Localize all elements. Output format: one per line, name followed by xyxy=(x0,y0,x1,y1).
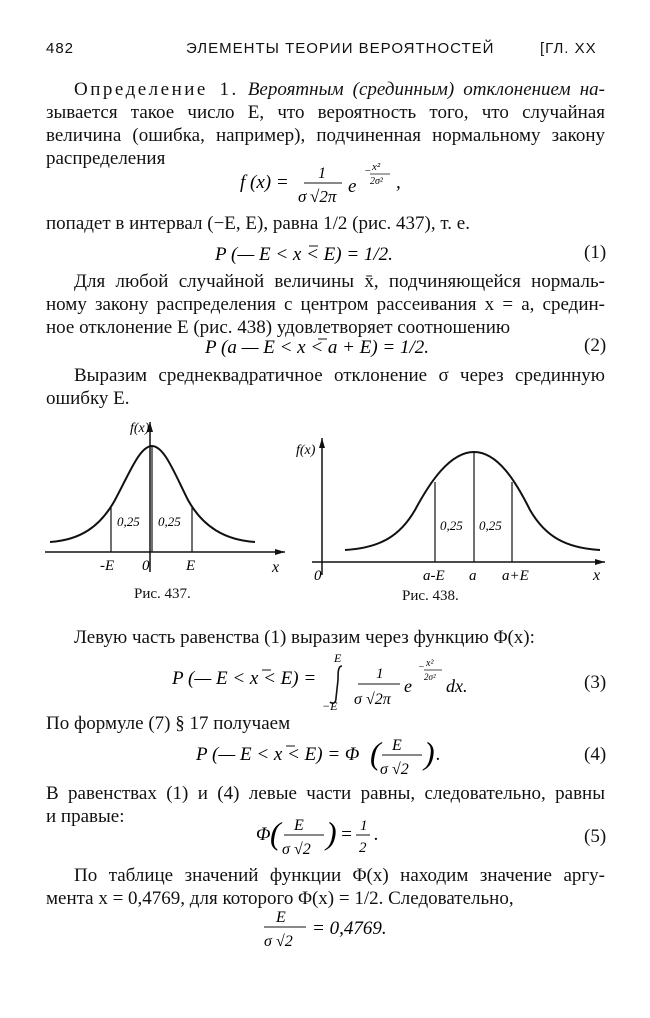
fig437-x-label: x xyxy=(272,559,280,576)
fig438-area-right: 0,25 xyxy=(479,518,502,533)
equation-3-number: (3) xyxy=(584,672,607,693)
svg-text:x²: x² xyxy=(426,658,434,669)
svg-text:1: 1 xyxy=(318,165,326,182)
svg-text:√2: √2 xyxy=(294,841,311,858)
fig437-area-left: 0,25 xyxy=(117,514,140,529)
svg-text:(— E < x < E) =: (— E < x < E) = xyxy=(188,668,317,689)
paragraph-formula-ref: По формуле (7) § 17 получаем xyxy=(46,713,291,734)
figure-437 xyxy=(40,412,290,582)
svg-text:x²: x² xyxy=(372,161,381,173)
fig438-origin: 0 xyxy=(314,568,322,584)
svg-text:√2: √2 xyxy=(392,761,409,778)
svg-text:E: E xyxy=(334,651,342,665)
svg-text:σ: σ xyxy=(264,933,272,950)
paragraph-express xyxy=(46,364,605,410)
svg-text:P: P xyxy=(196,744,208,765)
paragraph-left-part: Левую часть равенства (1) выразим через функцию Φ(x): xyxy=(74,627,535,648)
paragraph-table-line-1: По таблице значений функции Φ(x) находим значение аргу- xyxy=(74,865,605,886)
fig438-x-arrow xyxy=(595,559,605,565)
svg-text:σ: σ xyxy=(380,761,388,778)
svg-text:(a — E < x < a + E) = 1/2.: (a — E < x < a + E) = 1/2. xyxy=(221,337,430,358)
fig438-tick-a-plus-e: a+E xyxy=(502,568,529,584)
formula-density-svg xyxy=(240,160,430,206)
equation-5-number: (5) xyxy=(584,826,607,847)
paragraph-interval: попадет в интервал (−E, E), равна 1/2 (рис. 437), т. е. xyxy=(46,213,470,234)
equation-4-number: (4) xyxy=(584,744,607,765)
svg-text:): ) xyxy=(326,815,337,851)
fig437-tick-zero: 0 xyxy=(142,558,150,574)
paragraph-equalities-line-1: В равенствах (1) и (4) левые части равны, следовательно, равны xyxy=(46,783,605,804)
svg-text:,: , xyxy=(396,172,401,193)
svg-text:−E: −E xyxy=(322,699,338,712)
svg-text:1: 1 xyxy=(376,666,384,682)
svg-text:1: 1 xyxy=(360,818,368,834)
definition-label: Определение 1. xyxy=(74,79,239,100)
fig438-x-label: x xyxy=(593,567,601,584)
definition-term: Вероятным (срединным) отклонением на- xyxy=(247,79,605,100)
fig438-curve xyxy=(345,452,600,550)
svg-text:2σ²: 2σ² xyxy=(370,176,383,187)
paragraph-express-line-2: ошибку E. xyxy=(46,388,130,409)
fig437-y-label: f(x) xyxy=(130,421,150,436)
fig438-tick-a: a xyxy=(469,568,477,584)
formula-density xyxy=(240,160,430,212)
definition-line-4: распределения xyxy=(46,148,166,169)
svg-text:dx.: dx. xyxy=(446,676,468,696)
definition-block xyxy=(46,78,605,170)
chapter-label: [ГЛ. XX xyxy=(540,40,597,57)
svg-text:√2π: √2π xyxy=(366,691,391,708)
svg-text:(— E < x < E) = 1/2.: (— E < x < E) = 1/2. xyxy=(231,244,393,265)
svg-text:σ: σ xyxy=(354,691,362,708)
equation-2-svg xyxy=(205,333,465,363)
equation-6 xyxy=(262,904,412,960)
svg-text:Φ: Φ xyxy=(256,824,271,845)
svg-text:E: E xyxy=(276,909,286,926)
paragraph-center-line-2: ному закону распределения с центром рассеивания x = a, средин- xyxy=(46,294,605,315)
svg-text:P: P xyxy=(215,244,227,265)
svg-text:f (x) =: f (x) = xyxy=(240,172,289,193)
equation-5-svg xyxy=(256,812,406,862)
svg-text:√2: √2 xyxy=(276,933,293,950)
paragraph-express-line-1: Выразим среднеквадратичное отклонение σ через срединную xyxy=(74,365,605,386)
fig438-caption: Рис. 438. xyxy=(402,588,459,604)
page-number: 482 xyxy=(46,40,75,57)
svg-text:σ: σ xyxy=(298,187,307,206)
equation-1-number: (1) xyxy=(584,242,607,263)
fig437-caption: Рис. 437. xyxy=(134,586,191,602)
svg-text:(— E < x < E) = Φ: (— E < x < E) = Φ xyxy=(212,744,360,765)
svg-text:−: − xyxy=(418,662,425,673)
paragraph-equalities-line-2: и правые: xyxy=(46,806,125,827)
definition-line-2: зывается такое число E, что вероятность того, что случайная xyxy=(46,102,605,123)
svg-text:.: . xyxy=(436,744,441,765)
svg-text:P: P xyxy=(205,337,217,358)
svg-text:2σ²: 2σ² xyxy=(424,672,436,682)
paragraph-center-line-1: Для любой случайной величины x̄, подчиняющейся нормаль- xyxy=(74,271,605,292)
svg-text:= 0,4769.: = 0,4769. xyxy=(312,918,387,939)
fig437-x-arrow xyxy=(275,549,285,555)
equation-4 xyxy=(196,732,466,788)
definition-line-1 xyxy=(46,78,605,101)
svg-text:√2π: √2π xyxy=(310,187,337,206)
fig438-tick-a-minus-e: a-E xyxy=(423,568,445,584)
svg-text:E: E xyxy=(294,817,304,834)
svg-text:P: P xyxy=(172,668,184,689)
equation-4-svg xyxy=(196,732,466,782)
svg-text:2: 2 xyxy=(359,840,367,856)
svg-text:−: − xyxy=(364,165,372,177)
equation-6-svg xyxy=(262,904,412,954)
fig438-y-label: f(x) xyxy=(296,443,316,458)
definition-line-3: величина (ошибка, например), подчиненная нормальному закону xyxy=(46,125,605,146)
equation-3-svg xyxy=(172,650,492,712)
paragraph-center xyxy=(46,270,605,339)
fig437-tick-plus-e: E xyxy=(186,558,196,574)
svg-text:): ) xyxy=(424,735,435,771)
fig437-area-right: 0,25 xyxy=(158,514,181,529)
fig438-y-arrow xyxy=(319,438,325,448)
svg-text:.: . xyxy=(374,824,379,845)
svg-text:=: = xyxy=(340,824,353,845)
equation-3 xyxy=(172,650,492,718)
svg-text:σ: σ xyxy=(282,841,290,858)
equation-1-svg xyxy=(215,240,445,270)
paragraph-table-line-2: мента x = 0,4769, для которого Φ(x) = 1/2. Следовательно, xyxy=(46,888,514,909)
svg-text:(: ( xyxy=(270,815,281,851)
equation-5 xyxy=(256,812,406,868)
svg-text:E: E xyxy=(392,737,402,754)
fig437-tick-minus-e: -E xyxy=(100,558,115,574)
svg-text:e: e xyxy=(348,176,357,197)
equation-2-number: (2) xyxy=(584,335,607,356)
running-title: ЭЛЕМЕНТЫ ТЕОРИИ ВЕРОЯТНОСТЕЙ xyxy=(186,40,495,57)
figure-438 xyxy=(290,430,610,585)
fig438-area-left: 0,25 xyxy=(440,518,463,533)
paragraph-center-line-3: ное отклонение E (рис. 438) удовлетворяет соотношению xyxy=(46,317,511,338)
svg-text:(: ( xyxy=(370,735,381,771)
svg-text:e: e xyxy=(404,676,412,696)
